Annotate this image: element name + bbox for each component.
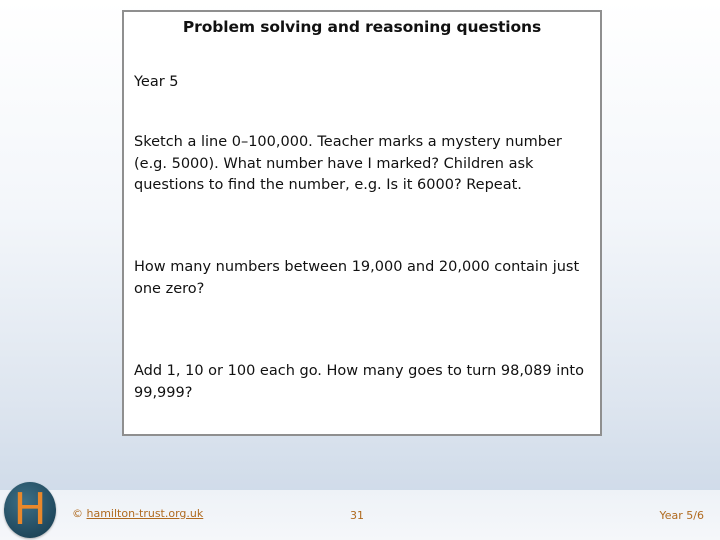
question-3: Add 1, 10 or 100 each go. How many goes to turn 98,089 into 99,999?: [134, 363, 584, 401]
page-title: Problem solving and reasoning questions: [182, 18, 542, 36]
year-label: Year 5: [134, 74, 179, 90]
question-card: [122, 10, 602, 436]
copyright: [72, 507, 203, 520]
question-2: How many numbers between 19,000 and 20,000 contain just one zero?: [134, 259, 580, 297]
copyright-link[interactable]: hamilton-trust.org.uk: [86, 507, 204, 520]
question-1: Sketch a line 0–100,000. Teacher marks a mystery number (e.g. 5000). What number have I marked? Children ask questions to find the number, e.g. Is it 6000? Repeat.: [134, 134, 562, 193]
year-tag: Year 5/6: [659, 509, 704, 522]
logo-letter: H: [13, 484, 47, 535]
copyright-symbol: ©: [72, 507, 83, 520]
hamilton-logo: [4, 482, 56, 538]
page-number: 31: [350, 509, 364, 522]
